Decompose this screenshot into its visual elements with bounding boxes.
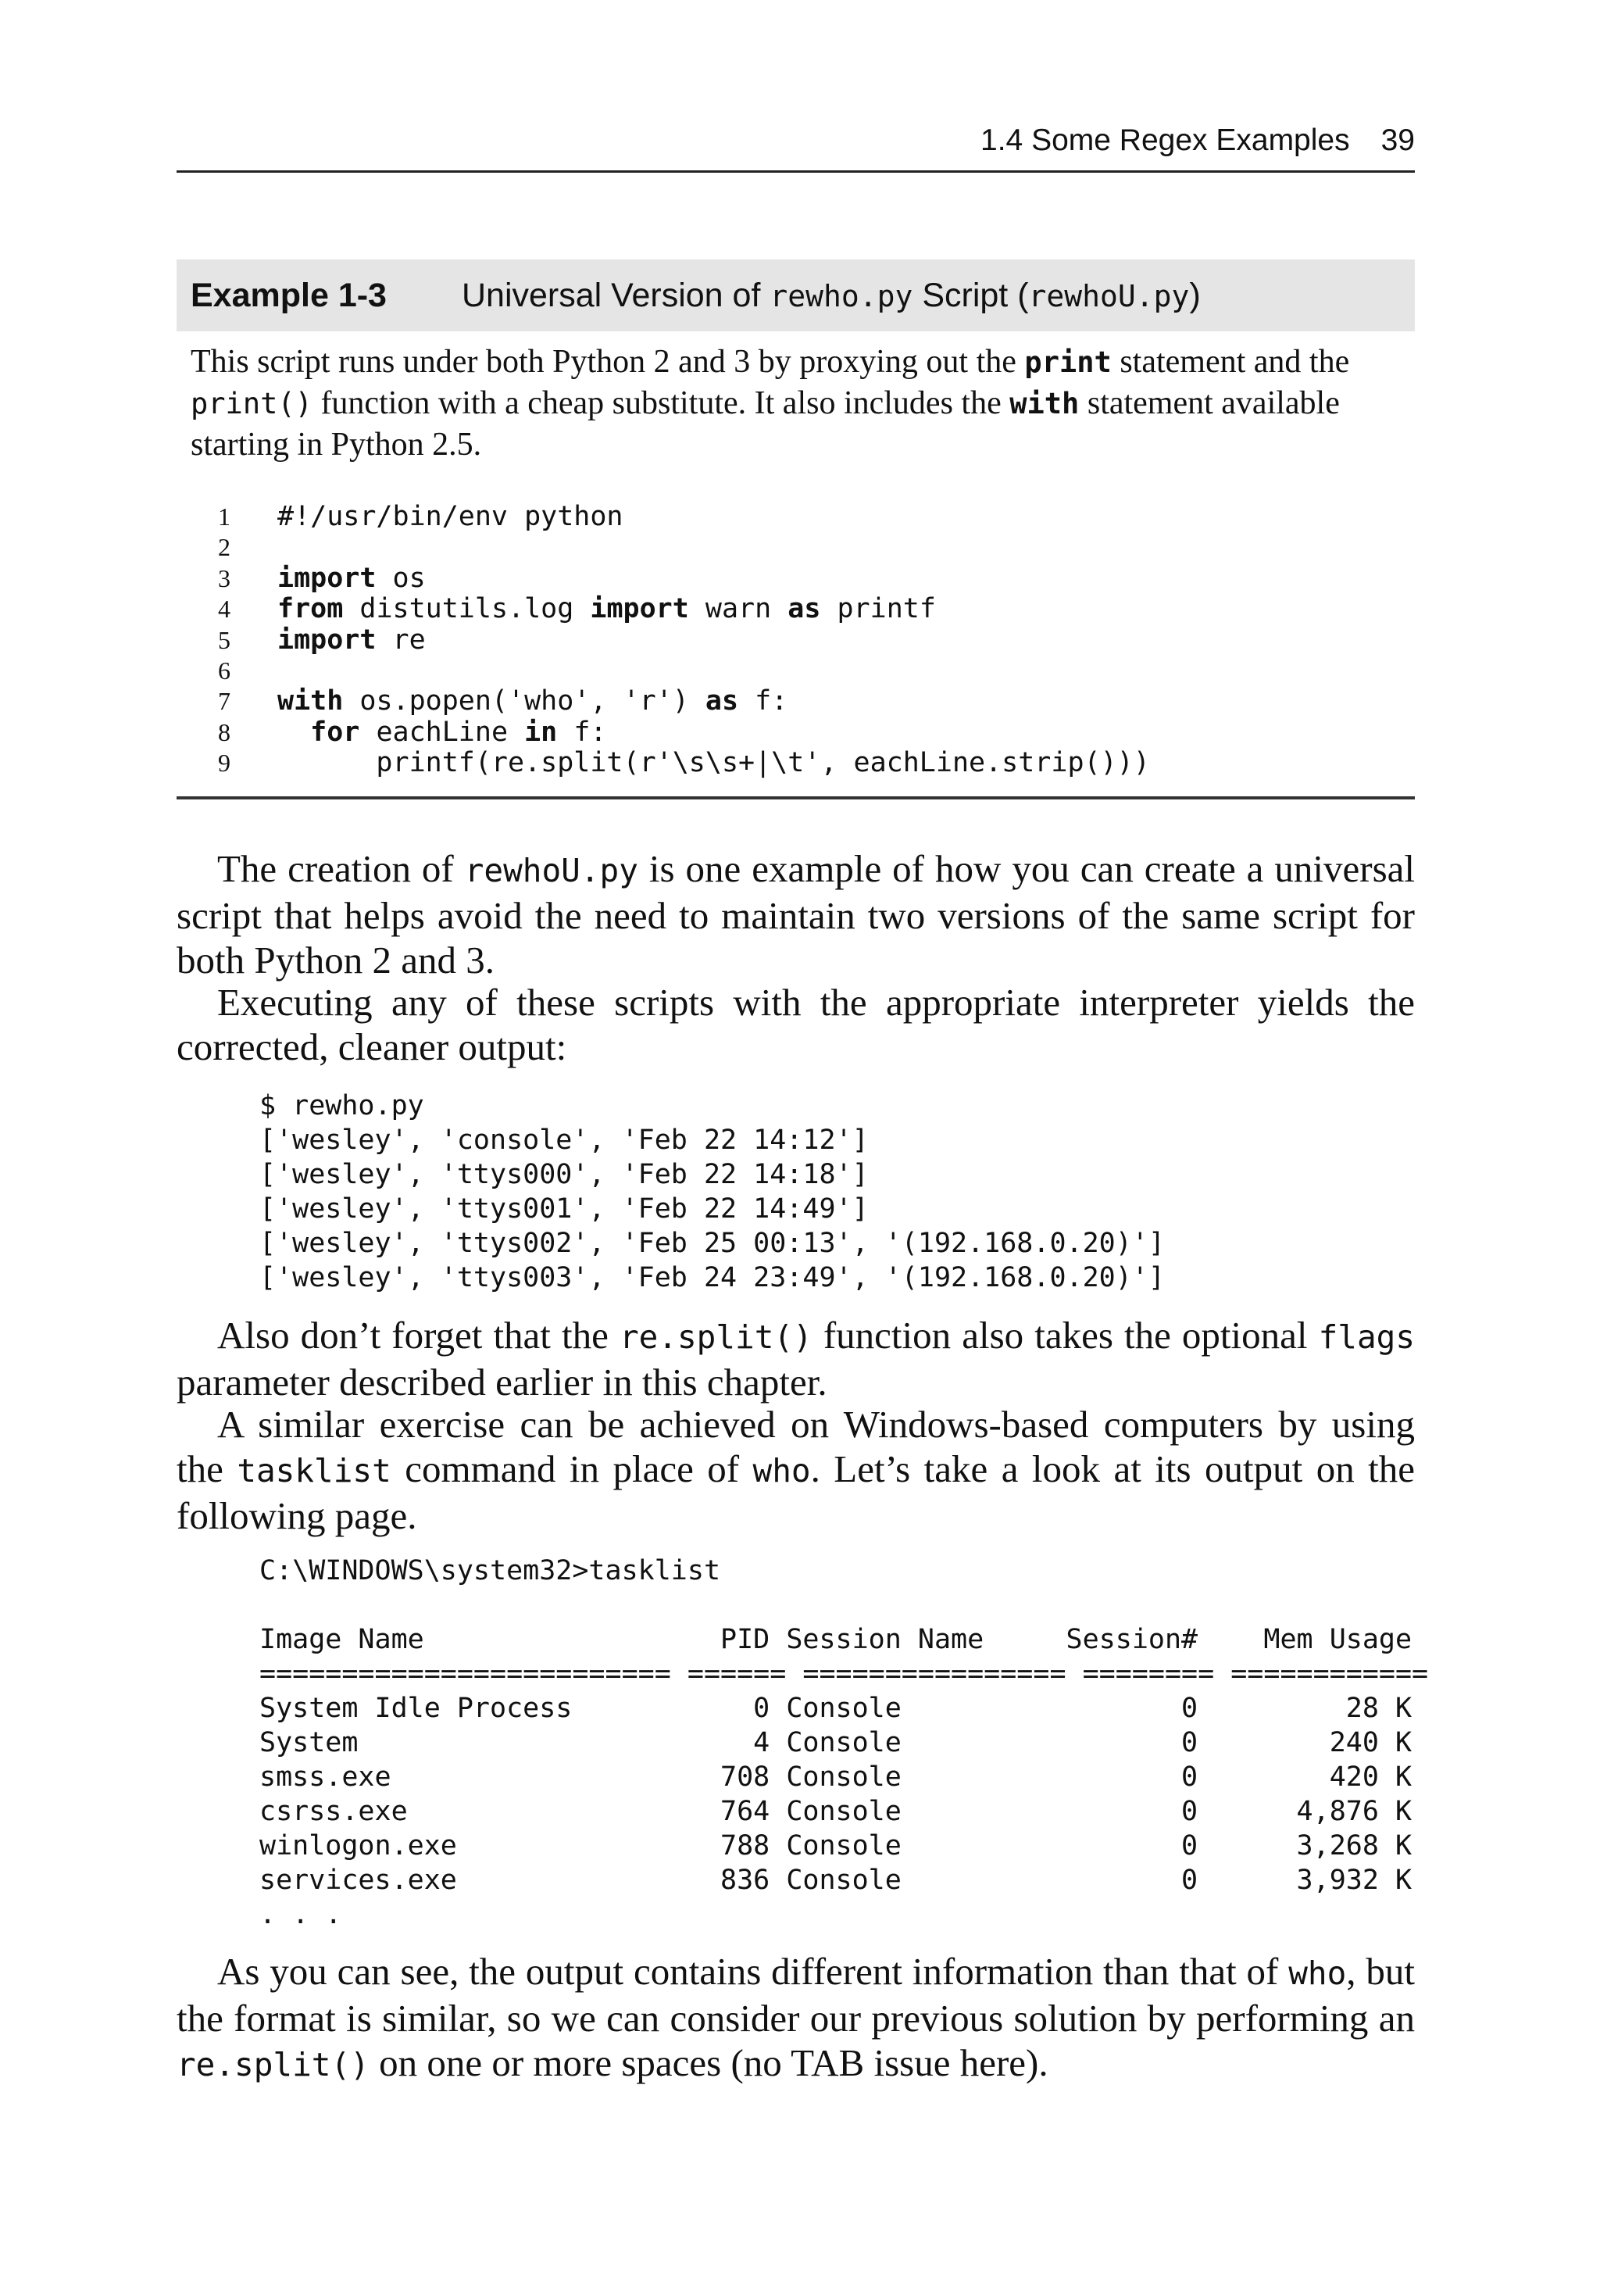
table-row-cell: winlogon.exe — [259, 1830, 671, 1861]
table-row-cell: 836 — [670, 1865, 787, 1896]
example-number: Example 1-3 — [191, 277, 387, 314]
table-row-cell: Console — [786, 1830, 1066, 1861]
code-keyword: from — [277, 593, 344, 625]
line-number: 6 — [218, 656, 230, 685]
code-line — [195, 625, 1415, 656]
table-row-cell: System — [259, 1727, 671, 1758]
line-number: 1 — [218, 502, 230, 531]
table-row-cell: 0 — [1066, 1830, 1215, 1861]
code-keyword: import — [590, 593, 689, 625]
code-line — [195, 502, 1415, 532]
code-text: from distutils.log import warn as printf — [277, 593, 936, 625]
table-row-cell: 0 — [670, 1693, 787, 1724]
running-header — [177, 125, 1415, 173]
code-line — [195, 656, 1415, 686]
output-line: ['wesley', 'ttys002', 'Feb 25 00:13', '(192.168.0.20)'] — [259, 1228, 1165, 1259]
line-number: 3 — [218, 563, 230, 592]
table-ellipsis: . . . — [259, 1899, 342, 1930]
table-row-cell: 788 — [670, 1830, 787, 1861]
table-row — [259, 1726, 1428, 1760]
table-row — [259, 1829, 1428, 1863]
table-row-cell: 0 — [1066, 1865, 1215, 1896]
table-row-cell: 0 — [1066, 1727, 1215, 1758]
paragraph-flags: Also don’t forget that the re.split() function also takes the optional flags parameter described earlier in this chapter. — [177, 1314, 1415, 1404]
line-number: 8 — [218, 717, 230, 746]
table-header-cell: PID — [670, 1624, 787, 1655]
table-row-cell: csrss.exe — [259, 1796, 671, 1827]
who-output-block — [259, 1089, 1165, 1295]
paragraph-executing: Executing any of these scripts with the appropriate interpreter yields the corrected, cleaner output: — [177, 981, 1415, 1068]
code-keyword: import — [277, 624, 377, 656]
code-line — [195, 686, 1415, 717]
code-keyword: for — [310, 716, 360, 748]
code-text: import re — [277, 624, 426, 656]
output-line: ['wesley', 'console', 'Feb 22 14:12'] — [259, 1125, 869, 1156]
code-line — [195, 594, 1415, 624]
example-caption — [177, 259, 1415, 331]
code-line — [195, 748, 1415, 778]
blank-line — [259, 1588, 1428, 1622]
table-row-cell: Console — [786, 1727, 1066, 1758]
tasklist-output-block — [259, 1554, 1428, 1932]
table-row-cell: Console — [786, 1796, 1066, 1827]
table-row-cell: Console — [786, 1865, 1066, 1896]
paragraph-universal-script: The creation of rewhoU.py is one example of how you can create a universal script that helps avoid the need to maintain two versions of the same script for both Python 2 and 3. — [177, 847, 1416, 982]
example-description: This script runs under both Python 2 and 3 by proxying out the print statement and the print() function with a cheap substitute. It also includes the with statement available starting in Python 2.5. — [191, 344, 1350, 463]
command-line: C:\WINDOWS\system32>tasklist — [259, 1555, 721, 1586]
code-keyword: as — [705, 685, 739, 717]
table-row-cell: 764 — [670, 1796, 787, 1827]
table-row-cell: Console — [786, 1693, 1066, 1724]
table-row-cell: System Idle Process — [259, 1693, 671, 1724]
table-row-cell: 4,876 K — [1214, 1796, 1429, 1827]
code-keyword: in — [524, 716, 558, 748]
table-row — [259, 1760, 1428, 1794]
code-text: #!/usr/bin/env python — [277, 501, 623, 532]
code-text: with os.popen('who', 'r') as f: — [277, 685, 788, 717]
table-header — [259, 1622, 1428, 1657]
table-header-cell: Mem Usage — [1214, 1624, 1429, 1655]
table-row — [259, 1794, 1428, 1829]
table-row-cell: smss.exe — [259, 1761, 671, 1793]
output-line: $ rewho.py — [259, 1090, 424, 1121]
paragraph-windows: A similar exercise can be achieved on Windows-based computers by using the tasklist command in place of who. Let’s take a look at its output on the following page. — [177, 1403, 1415, 1537]
output-line: ['wesley', 'ttys000', 'Feb 22 14:18'] — [259, 1159, 869, 1190]
table-row-cell: 3,268 K — [1214, 1830, 1429, 1861]
line-number: 5 — [218, 625, 230, 654]
table-row-cell: 4 — [670, 1727, 787, 1758]
table-row-cell: 0 — [1066, 1796, 1215, 1827]
section-title: 1.4 Some Regex Examples — [980, 123, 1350, 157]
code-text: import os — [277, 562, 426, 594]
table-separator: ========================= ====== ================ ======== ============ — [259, 1658, 1429, 1690]
code-text: for eachLine in f: — [310, 716, 607, 748]
code-line — [195, 532, 1415, 563]
line-number: 2 — [218, 533, 230, 562]
table-row-cell: 3,932 K — [1214, 1865, 1429, 1896]
table-row-cell: 0 — [1066, 1693, 1215, 1724]
code-listing — [195, 502, 1415, 779]
line-number: 4 — [218, 595, 230, 624]
code-line — [195, 717, 1415, 748]
table-row — [259, 1691, 1428, 1726]
code-divider — [177, 796, 1415, 799]
code-line — [195, 563, 1415, 594]
output-line: ['wesley', 'ttys001', 'Feb 22 14:49'] — [259, 1193, 869, 1225]
code-keyword: import — [277, 562, 377, 594]
page-number: 39 — [1380, 123, 1415, 157]
table-row-cell: Console — [786, 1761, 1066, 1793]
table-row-cell: 708 — [670, 1761, 787, 1793]
table-header-cell: Session# — [1066, 1624, 1215, 1655]
table-row-cell: services.exe — [259, 1865, 671, 1896]
table-header-cell: Session Name — [786, 1624, 1066, 1655]
table-row-cell: 240 K — [1214, 1727, 1429, 1758]
table-row-cell: 0 — [1066, 1761, 1215, 1793]
example-title: Universal Version of rewho.py Script (rewhoU.py) — [462, 277, 1201, 314]
code-keyword: with — [277, 685, 344, 717]
table-row — [259, 1863, 1428, 1897]
code-text: printf(re.split(r'\s\s+|\t', eachLine.strip())) — [277, 747, 1150, 779]
table-row-cell: 420 K — [1214, 1761, 1429, 1793]
code-keyword: as — [788, 593, 821, 625]
paragraph-format-similar: As you can see, the output contains different information than that of who, but the format is similar, so we can consider our previous solution by performing an re.split() on one or more spaces (no TAB issue here). — [177, 1950, 1416, 2084]
table-header-cell: Image Name — [259, 1624, 671, 1655]
line-number: 7 — [218, 687, 230, 716]
line-number: 9 — [218, 749, 230, 778]
table-row-cell: 28 K — [1214, 1693, 1429, 1724]
output-line: ['wesley', 'ttys003', 'Feb 24 23:49', '(192.168.0.20)'] — [259, 1262, 1165, 1293]
